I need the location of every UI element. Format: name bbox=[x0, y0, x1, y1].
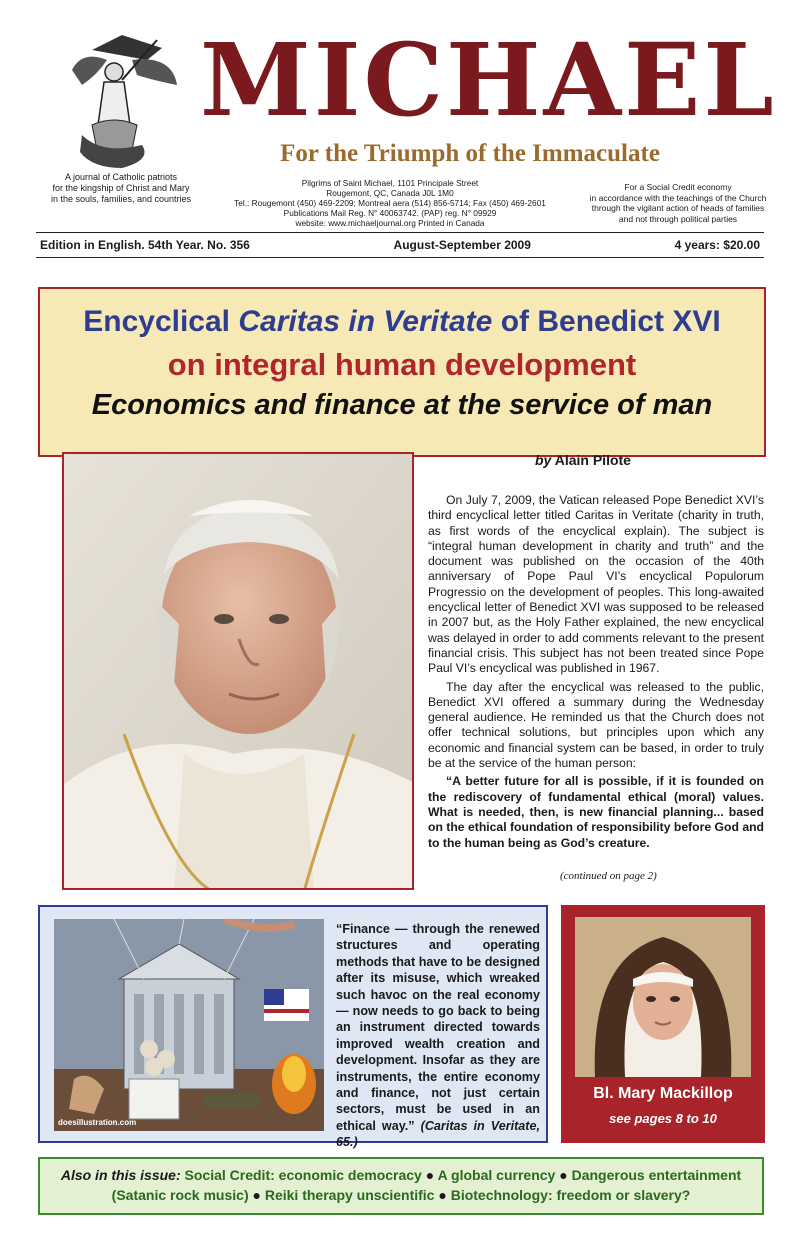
author-name: Alain Pilote bbox=[554, 452, 631, 468]
finance-illustration bbox=[54, 919, 324, 1131]
byline-prefix: by bbox=[535, 452, 552, 468]
left-blurb-line: A journal of Catholic patriots bbox=[64, 172, 178, 182]
subscription-price: 4 years: $20.00 bbox=[674, 238, 760, 252]
left-blurb-line: in the souls, families, and countries bbox=[50, 194, 192, 204]
encyclical-quote bbox=[336, 921, 540, 1151]
mary-mackillop-title: Bl. Mary Mackillop bbox=[593, 1085, 733, 1102]
continued-note: (continued on page 2) bbox=[560, 870, 657, 882]
article-paragraph: On July 7, 2009, the Vatican released Pope Benedict XVI’s third encyclical letter titled Caritas in Veritate (charity in truth, as first words of the encyclical explain). The subject is “integral human development in charity and truth” and the document was published on the occasion of the 40th anniversary of Pope Paul VI’s encyclical Populorum Progressio on the development of peoples. This long-awaited encyclical letter of Benedict XVI was supposed to be released in 2007 but, as the Holy Father explained, the new encyclical was delayed in order to add comments relevant to the present financial crisis. This subject has not been treated since Pope Paul VI’s encyclical was published in 1967. bbox=[428, 493, 764, 676]
publisher-line: Rougemont, QC, Canada J0L 1M0 bbox=[326, 188, 454, 198]
article-quote: “A better future for all is possible, if it is founded on the rediscovery of fundamental ethical (moral) values. What is needed, then, is new financial planning... based on the ethical foundation of responsibility before God and to the human being as God’s creature. bbox=[428, 774, 764, 850]
pope-photo bbox=[62, 452, 414, 890]
bullet-icon: ● bbox=[438, 1187, 447, 1203]
publisher-info bbox=[230, 178, 550, 228]
article-body bbox=[428, 493, 764, 854]
headline-line-1c: of Benedict XVI bbox=[492, 305, 721, 338]
article-paragraph: The day after the encyclical was released to the public, Benedict XVI offered a summary during the Wednesday general audience. He reminded us that the Church does not offer technical solutions, but principles upon which any economic and financial system can be based, in order to truly be at the service of the human person: bbox=[428, 679, 764, 771]
headline-line-1 bbox=[40, 305, 764, 339]
also-item: Reiki therapy unscientific bbox=[264, 1187, 435, 1203]
headline-line-3: Economics and finance at the service of man bbox=[91, 389, 713, 421]
byline bbox=[535, 452, 631, 468]
publisher-line: Pilgrims of Saint Michael, 1101 Principale Street bbox=[301, 178, 479, 188]
also-item: Dangerous entertainment (Satanic rock music) bbox=[111, 1167, 742, 1203]
bullet-icon: ● bbox=[425, 1167, 435, 1183]
encyclical-citation: (Caritas in Veritate, 65.) bbox=[336, 1118, 540, 1150]
finance-puppet-image bbox=[54, 919, 324, 1131]
edition-number: Edition in English. 54th Year. No. 356 bbox=[40, 238, 250, 252]
right-blurb bbox=[578, 182, 778, 224]
journal-title: MICHAEL bbox=[200, 21, 777, 139]
bullet-icon: ● bbox=[559, 1167, 568, 1183]
left-blurb-line: for the kingship of Christ and Mary bbox=[52, 183, 190, 193]
mary-mackillop-box bbox=[561, 905, 765, 1143]
masthead bbox=[0, 0, 800, 240]
right-blurb-line: in accordance with the teachings of the Church bbox=[589, 192, 767, 203]
journal-subtitle: For the Triumph of the Immaculate bbox=[280, 140, 660, 167]
mary-mackillop-portrait bbox=[575, 917, 751, 1077]
illustration-credit: doesillustration.com bbox=[58, 1118, 137, 1127]
right-blurb-line: through the vigilant action of heads of families bbox=[591, 203, 765, 213]
edition-date: August-September 2009 bbox=[393, 238, 531, 252]
right-blurb-line: and not through political parties bbox=[618, 213, 738, 224]
publisher-line: Tel.: Rougemont (450) 469-2209; Montreal aera (514) 856-5714; Fax (450) 469-2601 bbox=[234, 198, 546, 208]
also-item: A global currency bbox=[437, 1167, 556, 1183]
publisher-line: website: www.michaeljournal.org Printed in Canada bbox=[295, 218, 485, 228]
st-michael-logo-icon bbox=[52, 30, 182, 170]
headline-line-1a: Encyclical bbox=[83, 305, 239, 338]
encyclical-quote-text: “Finance — through the renewed structures and operating methods that have to be designed after its misuse, which wreaked such havoc on the real economy — now needs to go back to being an instrument directed towards improved wealth creation and development. Insofar as they are instruments, the entire economy and finance, not just certain sectors, must be used in an ethical way.” bbox=[336, 922, 540, 1133]
bullet-icon: ● bbox=[252, 1187, 261, 1203]
also-lead: Also in this issue: bbox=[60, 1167, 181, 1183]
also-item: Biotechnology: freedom or slavery? bbox=[450, 1187, 691, 1203]
headline-line-2: on integral human development bbox=[167, 347, 637, 382]
also-item: Social Credit: economic democracy bbox=[184, 1167, 422, 1183]
edition-bar bbox=[36, 232, 764, 258]
nun-portrait-image bbox=[575, 917, 751, 1077]
mary-mackillop-pages: see pages 8 to 10 bbox=[609, 1111, 717, 1126]
left-blurb bbox=[36, 172, 206, 205]
also-in-this-issue bbox=[38, 1157, 764, 1215]
headline-encyclical-title: Caritas in Veritate bbox=[238, 305, 493, 338]
finance-quote-box bbox=[38, 905, 548, 1150]
pope-portrait-image bbox=[64, 454, 414, 890]
right-blurb-line: For a Social Credit economy bbox=[624, 182, 732, 192]
publisher-line: Publications Mail Reg. N° 40063742. (PAP) reg. N° 09929 bbox=[283, 208, 497, 218]
headline-box bbox=[38, 287, 766, 457]
